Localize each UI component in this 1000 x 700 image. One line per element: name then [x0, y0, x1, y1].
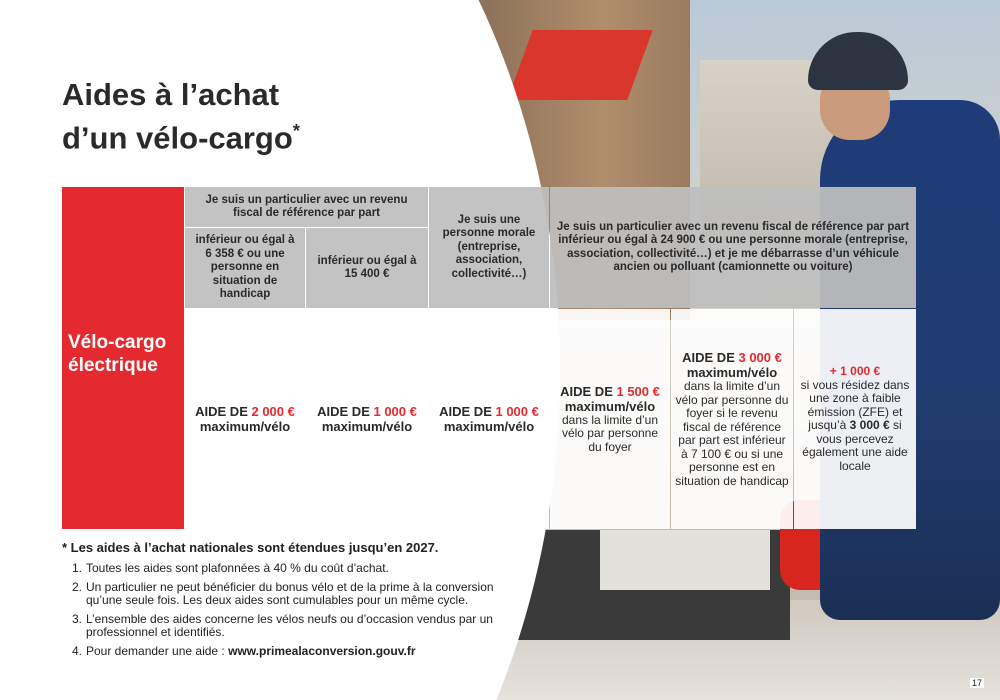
header-sub-6358: inférieur ou égal à 6 358 € ou une personne en situation de handicap [185, 228, 305, 308]
footnote-item: 3. L’ensemble des aides concerne les vélos neufs ou d’occasion vendus par un professionnel et identifiés. [72, 611, 493, 639]
header-conversion: Je suis un particulier avec un revenu fiscal de référence par part inférieur ou égal à 24 900 € ou une personne morale (entreprise, association, collectivité…) et je me débarrasse d’un véhicule ancien ou polluant (camionnette ou voiture) [550, 187, 916, 308]
footnote-item: 4. Pour demander une aide : www.primealaconversion.gouv.fr [72, 643, 416, 658]
conversion-link[interactable]: www.primealaconversion.gouv.fr [228, 643, 416, 658]
header-personne-morale: Je suis une personne morale (entreprise, association, collectivité…) [429, 187, 549, 308]
header-particulier: Je suis un particulier avec un revenu fiscal de référence par part [185, 187, 428, 227]
footnote-head: * Les aides à l’achat nationales sont étendues jusqu’en 2027. [62, 540, 439, 555]
row-label: Vélo-cargo électrique [68, 332, 167, 376]
page-number: 17 [971, 678, 982, 688]
row-label-column [62, 187, 184, 529]
aid-cell-5: AIDE DE 3 000 € maximum/vélo dans la limite d’un vélo par personne du foyer si le revenu fiscal de référence par part est inférieur à 7 100 € ou si une personne est en situation de handicap [671, 309, 793, 529]
aid-table [62, 187, 916, 529]
aid-cell-1: AIDE DE 2 000 € maximum/vélo [185, 309, 305, 529]
footnotes [62, 540, 502, 663]
aid-cell-4: AIDE DE 1 500 € maximum/vélo dans la limite d’un vélo par personne du foyer [550, 309, 670, 529]
footnote-item: 2. Un particulier ne peut bénéficier du bonus vélo et de la prime à la conversion qu’une seule fois. Les deux aides sont cumulables pour un même cycle. [72, 579, 494, 607]
footnote-item: 1. Toutes les aides sont plafonnées à 40 % du coût d’achat. [72, 561, 389, 575]
page-title: Aides à l’achat d’un vélo-cargo* [62, 77, 300, 156]
header-sub-15400: inférieur ou égal à 15 400 € [306, 228, 428, 308]
aid-cell-2: AIDE DE 1 000 € maximum/vélo [306, 309, 428, 529]
aid-cell-6: + 1 000 € si vous résidez dans une zone à faible émission (ZFE) et jusqu’à 3 000 € si vous percevez également une aide locale [794, 309, 916, 529]
aid-cell-3: AIDE DE 1 000 € maximum/vélo [429, 309, 549, 529]
